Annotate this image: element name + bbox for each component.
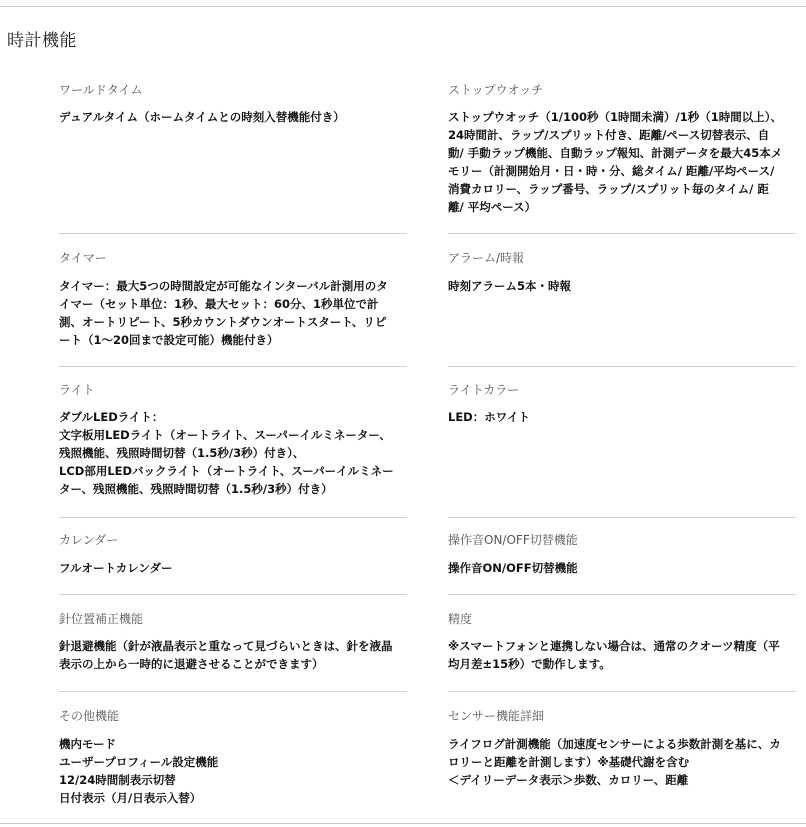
spec-label: アラーム/時報	[448, 251, 525, 265]
spec-item-stopwatch	[448, 76, 796, 234]
spec-column-right	[448, 76, 796, 822]
spec-label: タイマー	[59, 251, 107, 265]
spec-item-timer	[59, 234, 407, 367]
spec-label: 操作音ON/OFF切替機能	[448, 533, 578, 547]
bottom-divider	[0, 823, 806, 824]
spec-value: 時刻アラーム5本・時報	[448, 279, 572, 293]
spec-label: ストップウオッチ	[448, 83, 544, 97]
spec-item-alarm	[448, 234, 796, 367]
spec-label: その他機能	[59, 709, 120, 723]
spec-item-light-color	[448, 367, 796, 518]
spec-value: ※スマートフォンと連携しない場合は、通常のクオーツ精度（平 均月差±15秒）で動作します。	[448, 639, 780, 671]
spec-value: LED：ホワイト	[448, 410, 530, 424]
spec-label: センサー機能詳細	[448, 709, 545, 723]
spec-label: ライト	[59, 383, 95, 397]
spec-column-left	[59, 76, 407, 822]
spec-item-other-functions	[59, 692, 407, 822]
spec-value: ストップウオッチ（1/100秒（1時間未満）/1秒（1時間以上）、 24時間計、ラップ/スプリット付き、距離/ペース切替表示、自 動/ 手動ラップ機能、自動ラップ報知、計測データを最大45本メ モリー（計測開始月・日・時・分、総タイム/ 距離/平均ペース/ 消費カロリー、ラップ番号、ラップ/スプリット毎のタイム/ 距 離/ 平均ペース）	[448, 110, 783, 214]
spec-item-light	[59, 367, 407, 518]
spec-value: 針退避機能（針が液晶表示と重なって見づらいときは、針を液晶 表示の上から一時的に退避させることができます）	[59, 639, 393, 671]
spec-value: ライフログ計測機能（加速度センサーによる歩数計測を基に、カ ロリーと距離を計測します）※基礎代謝を含む ＜デイリーデータ表示＞歩数、カロリー、距離	[448, 737, 781, 787]
spec-value: タイマー：最大5つの時間設定が可能なインターバル計測用のタ イマー（セット単位：1秒、最大セット：60分、1秒単位で計 測、オートリピート、5秒カウントダウンオートスタート、リピ ート（1〜20回まで設定可能）機能付き）	[59, 279, 388, 347]
spec-value: ダブルLEDライト： 文字板用LEDライト（オートライト、スーパーイルミネーター、 残照機能、残照時間切替（1.5秒/3秒）付き）、 LCD部用LEDバックライト（オートライト、スーパーイルミネー ター、残照機能、残照時間切替（1.5秒/3秒）付き）	[59, 410, 394, 496]
top-divider	[0, 6, 806, 7]
spec-item-sensor-details	[448, 692, 796, 822]
spec-item-button-sound	[448, 518, 796, 595]
section-title: 時計機能	[7, 31, 77, 51]
spec-label: 精度	[448, 612, 473, 626]
spec-value: デュアルタイム（ホームタイムとの時刻入替機能付き）	[59, 110, 345, 124]
spec-value: 操作音ON/OFF切替機能	[448, 561, 578, 575]
spec-label: ワールドタイム	[59, 83, 143, 97]
spec-value: フルオートカレンダー	[59, 561, 173, 575]
spec-label: 針位置補正機能	[59, 612, 144, 626]
spec-label: カレンダー	[59, 533, 119, 547]
spec-item-accuracy	[448, 595, 796, 692]
spec-item-calendar	[59, 518, 407, 595]
spec-item-world-time	[59, 76, 407, 234]
spec-label: ライトカラー	[448, 383, 520, 397]
spec-item-hand-correction	[59, 595, 407, 692]
spec-value: 機内モード ユーザープロフィール設定機能 12/24時間制表示切替 日付表示（月/日表示入替）	[59, 737, 219, 805]
